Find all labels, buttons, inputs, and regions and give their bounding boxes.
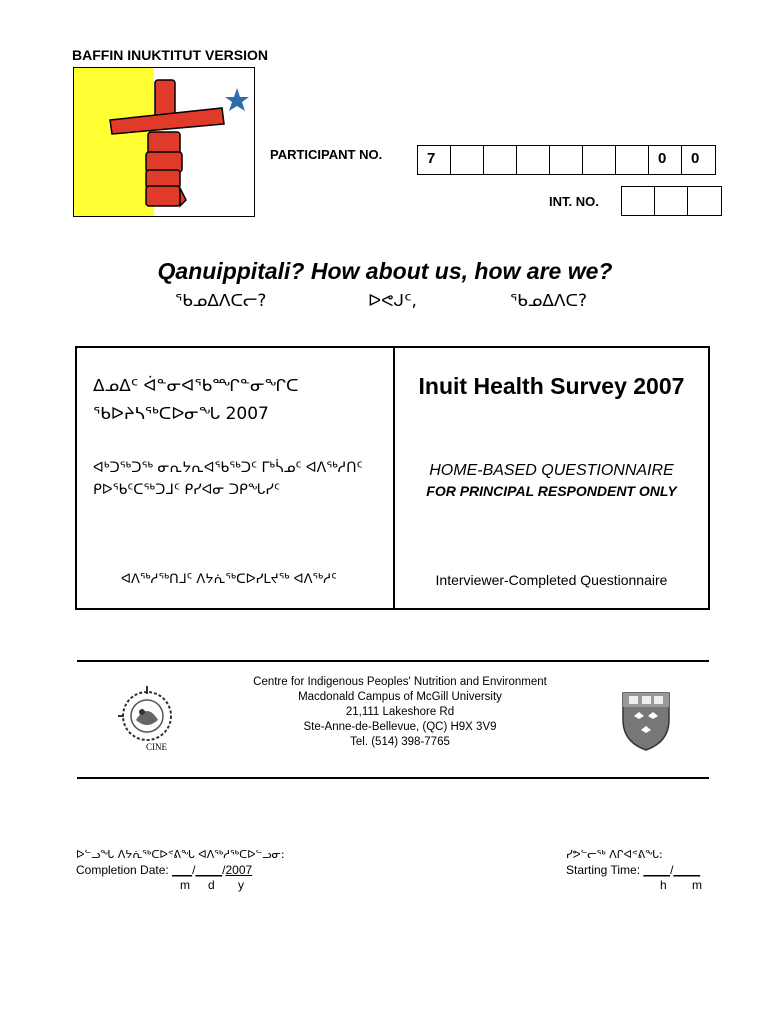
nunavut-flag bbox=[73, 67, 255, 217]
starting-minute-hint: m bbox=[692, 878, 702, 892]
completion-month-field[interactable]: ___ bbox=[172, 863, 193, 877]
participant-number-boxes[interactable] bbox=[417, 145, 716, 175]
cine-logo bbox=[112, 680, 182, 756]
interviewer-digit[interactable] bbox=[655, 187, 688, 215]
starting-hour-field[interactable]: ____ bbox=[643, 863, 671, 877]
inuktitut-bottom-text: ᐊᐱᖅᓱᖅᑎᒧᑦ ᐱᔭᕇᖅᑕᐅᓯᒪᔪᖅ ᐊᐱᖅᓱᑦ bbox=[121, 572, 337, 587]
participant-digit[interactable] bbox=[451, 146, 484, 174]
inuktitut-subtitle-line1: ᐊᒃᑐᖅᑐᖅ ᓂᕆᔭᕆᐊᖃᖅᑐᑦ ᒥᒃᓵᓄᑦ ᐊᐱᖅᓱᑎᑦ bbox=[93, 460, 363, 476]
starting-minute-field[interactable]: ____ bbox=[673, 863, 701, 877]
completion-year-field[interactable]: 2007 bbox=[225, 863, 253, 877]
mcgill-crest bbox=[620, 690, 672, 752]
address-line: Tel. (514) 398-7765 bbox=[350, 736, 450, 748]
bottom-rule bbox=[77, 777, 709, 779]
completion-day-field[interactable]: ____ bbox=[195, 863, 223, 877]
syllabic-title-part: ᖃᓄᐃᐱᑕ? bbox=[510, 291, 587, 311]
top-rule bbox=[77, 660, 709, 662]
syllabic-title-part: ᖃᓄᐃᐱᑕᓕ? bbox=[175, 291, 267, 311]
address-line: Ste-Anne-de-Bellevue, (QC) H9X 3V9 bbox=[303, 721, 497, 733]
participant-digit[interactable]: 0 bbox=[691, 150, 700, 167]
completion-mode: Interviewer-Completed Questionnaire bbox=[435, 572, 668, 588]
participant-digit[interactable]: 0 bbox=[649, 146, 682, 174]
participant-digit[interactable]: 7 bbox=[418, 146, 451, 174]
version-label: BAFFIN INUKTITUT VERSION bbox=[72, 47, 268, 63]
completion-date-label: Completion Date: bbox=[76, 863, 169, 877]
inuktitut-title-line1: ᐃᓄᐃᑦ ᐋᓐᓂᐊᖃᙱᓐᓂᖏᑕ bbox=[93, 376, 299, 396]
address-line: Macdonald Campus of McGill University bbox=[298, 691, 502, 703]
address-line: 21,111 Lakeshore Rd bbox=[345, 706, 455, 718]
institution-address bbox=[200, 675, 600, 750]
inuktitut-subtitle-line2: ᑭᐅᖃᑦᑕᖅᑐᒧᑦ ᑭᓯᐊᓂ ᑐᑭᖓᓯᑦ bbox=[93, 482, 280, 498]
questionnaire-type: HOME-BASED QUESTIONNAIRE bbox=[429, 462, 674, 479]
participant-digit[interactable] bbox=[517, 146, 550, 174]
starting-time-row: Starting Time: ____/____ bbox=[566, 863, 701, 877]
english-column bbox=[395, 348, 708, 608]
participant-number-label: PARTICIPANT NO. bbox=[270, 147, 383, 162]
syllabic-title-part: ᐅᕙᒍᑦ, bbox=[368, 291, 417, 311]
interviewer-digit[interactable] bbox=[622, 187, 655, 215]
participant-digit[interactable] bbox=[550, 146, 583, 174]
completion-day-hint: d bbox=[208, 878, 215, 892]
inuktitut-column bbox=[77, 348, 393, 608]
survey-title-english: Qanuippitali? How about us, how are we? bbox=[157, 258, 613, 284]
cine-logo-text: CINE bbox=[146, 742, 167, 752]
participant-digit[interactable] bbox=[583, 146, 616, 174]
interviewer-number-label: INT. NO. bbox=[549, 194, 599, 209]
participant-digit[interactable] bbox=[484, 146, 517, 174]
completion-date-syllabic: ᐅᓪᓗᖓ ᐱᔭᕇᖅᑕᐅᕝᕕᖓ ᐊᐱᖅᓱᖅᑕᐅᓪᓗᓂ: bbox=[76, 848, 285, 861]
starting-time-label: Starting Time: bbox=[566, 863, 641, 877]
interviewer-number-boxes[interactable] bbox=[621, 186, 722, 216]
respondent-note: FOR PRINCIPAL RESPONDENT ONLY bbox=[426, 483, 677, 499]
starting-hour-hint: h bbox=[660, 878, 667, 892]
participant-digit[interactable] bbox=[616, 146, 649, 174]
completion-date-row: Completion Date: ___/____/2007 bbox=[76, 863, 253, 877]
survey-name: Inuit Health Survey 2007 bbox=[418, 373, 685, 399]
completion-month-hint: m bbox=[180, 878, 190, 892]
starting-time-syllabic: ᓯᕗᓪᓕᖅ ᐱᒋᐊᕝᕕᖓ: bbox=[566, 848, 663, 861]
survey-info-box bbox=[75, 346, 710, 610]
address-line: Centre for Indigenous Peoples' Nutrition and Environment bbox=[253, 676, 547, 688]
inuktitut-title-line2: ᖃᐅᔨᓴᖅᑕᐅᓂᖓ 2007 bbox=[93, 404, 269, 424]
interviewer-digit[interactable] bbox=[688, 187, 721, 215]
completion-year-hint: y bbox=[238, 878, 244, 892]
